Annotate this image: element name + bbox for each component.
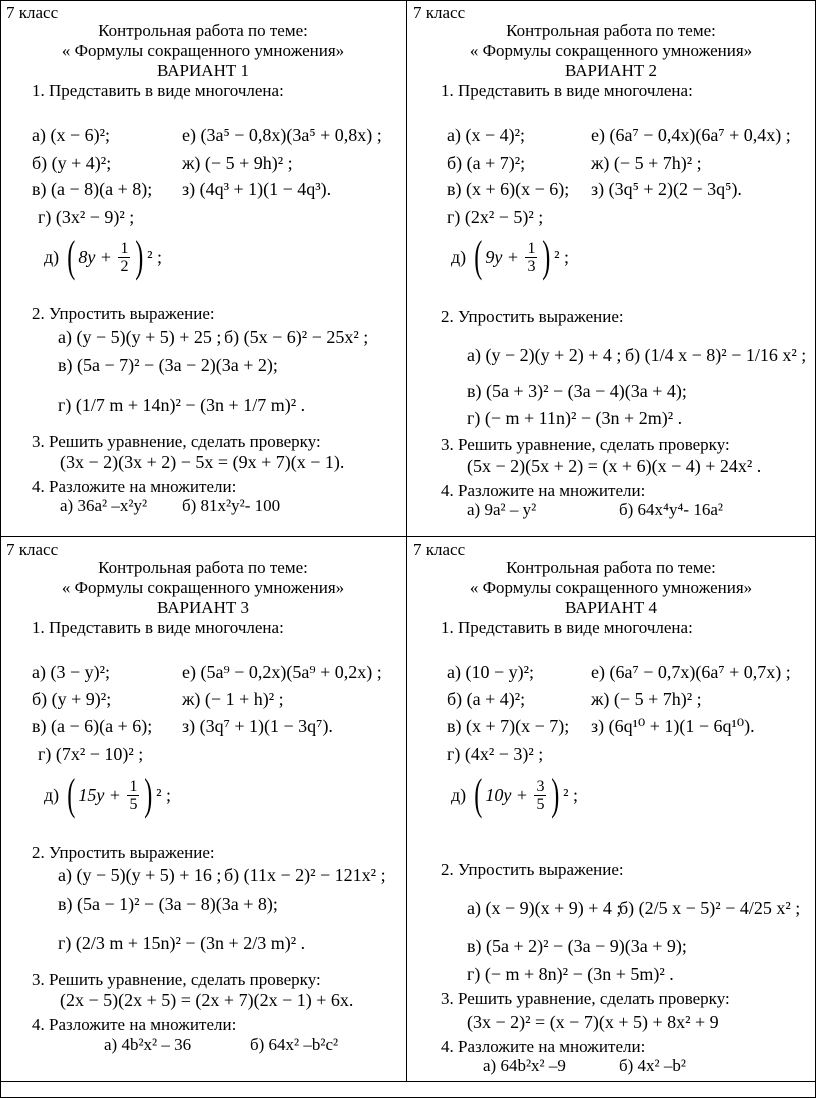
task-3-equation: (3x − 2)² = (x − 7)(x + 5) + 8x² + 9	[467, 1012, 719, 1032]
task-3-equation: (5x − 2)(5x + 2) = (x + 6)(x − 4) + 24x² .	[467, 456, 762, 476]
task-4-item-a: а) 9a² – y²	[467, 500, 537, 519]
task-1-item-e: е) (3a⁵ − 0,8x)(3a⁵ + 0,8x) ;	[182, 125, 382, 145]
task-2-item-v: в) (5a + 3)² − (3a − 4)(3a + 4);	[467, 381, 687, 401]
task-3-equation: (2x − 5)(2x + 5) = (2x + 7)(2x − 1) + 6x.	[60, 990, 354, 1010]
task-4-heading: 4. Разложите на множители:	[32, 477, 237, 496]
task-1-heading: 1. Представить в виде многочлена:	[32, 81, 284, 100]
task-1-item-b: б) (a + 7)²;	[447, 153, 526, 173]
task-2-item-g: г) (1/7 m + 14n)² − (3n + 1/7 m)² .	[58, 395, 306, 415]
test-title: Контрольная работа по теме:	[506, 21, 716, 40]
task-1-item-g: г) (3x² − 9)² ;	[38, 207, 135, 227]
grade-label: 7 класс	[6, 540, 59, 559]
task-1-item-a: а) (3 − y)²;	[32, 662, 111, 682]
variant-label: ВАРИАНТ 4	[565, 598, 657, 617]
task-1-item-e: е) (6a⁷ − 0,7x)(6a⁷ + 0,7x) ;	[591, 662, 791, 682]
task-1-item-zh: ж) (− 5 + 7h)² ;	[591, 689, 702, 709]
task-1-item-a: а) (10 − y)²;	[447, 662, 535, 682]
task-4-item-a: а) 36a² –x²y²	[60, 496, 148, 515]
variant-card-4	[407, 537, 813, 1073]
task-2-item-b: б) (2/5 x − 5)² − 4/25 x² ;	[619, 898, 801, 918]
test-topic: « Формулы сокращенного умножения»	[61, 578, 345, 597]
task-2-item-g: г) (− m + 8n)² − (3n + 5m)² .	[467, 964, 674, 984]
task-2-item-g: г) (2/3 m + 15n)² − (3n + 2/3 m)² .	[58, 933, 306, 953]
task-2-item-a: а) (x − 9)(x + 9) + 4 ;	[467, 898, 622, 918]
task-1-item-a: а) (x − 6)²;	[32, 125, 111, 145]
task-2-item-v: в) (5a − 1)² − (3a − 8)(3a + 8);	[58, 894, 278, 914]
task-4-item-b: б) 81x²y²- 100	[182, 496, 281, 515]
task-1-item-z: з) (3q⁵ + 2)(2 − 3q⁵).	[591, 179, 742, 199]
task-1-item-b: б) (y + 4)²;	[32, 153, 112, 173]
task-1-item-zh: ж) (− 5 + 7h)² ;	[591, 153, 702, 173]
test-topic: « Формулы сокращенного умножения»	[469, 41, 753, 60]
test-topic: « Формулы сокращенного умножения»	[469, 578, 753, 597]
task-3-heading: 3. Решить уравнение, сделать проверку:	[441, 989, 730, 1008]
task-1-item-a: а) (x − 4)²;	[447, 125, 526, 145]
task-1-item-v: в) (x + 7)(x − 7);	[447, 716, 570, 736]
task-2-item-v: в) (5a + 2)² − (3a − 9)(3a + 9);	[467, 936, 687, 956]
task-1-item-d: д) ( 15y + $\frac{1}{5}$ ) ² ;	[44, 770, 172, 819]
task-2-item-a: а) (y − 5)(y + 5) + 25 ;	[58, 327, 222, 347]
task-3-equation: (3x − 2)(3x + 2) − 5x = (9x + 7)(x − 1).	[60, 452, 345, 472]
task-4-item-b: б) 64x⁴y⁴- 16a²	[619, 500, 723, 519]
task-2-heading: 2. Упростить выражение:	[32, 843, 215, 862]
task-2-item-a: а) (y − 5)(y + 5) + 16 ;	[58, 865, 222, 885]
task-4-item-b: б) 64x² –b²c²	[250, 1035, 339, 1054]
task-1-item-b: б) (y + 9)²;	[32, 689, 112, 709]
task-1-item-z: з) (6q¹⁰ + 1)(1 − 6q¹⁰).	[591, 716, 755, 736]
test-title: Контрольная работа по теме:	[506, 558, 716, 577]
task-1-item-g: г) (2x² − 5)² ;	[447, 207, 544, 227]
task-2-heading: 2. Упростить выражение:	[441, 307, 624, 326]
variant-label: ВАРИАНТ 2	[565, 61, 657, 80]
task-4-item-a: а) 64b²x² –9	[483, 1056, 566, 1075]
grade-label: 7 класс	[6, 3, 59, 22]
task-1-item-e: е) (6a⁷ − 0,4x)(6a⁷ + 0,4x) ;	[591, 125, 791, 145]
task-1-item-g: г) (4x² − 3)² ;	[447, 744, 544, 764]
task-2-heading: 2. Упростить выражение:	[441, 860, 624, 879]
task-2-item-b: б) (11x − 2)² − 121x² ;	[224, 865, 386, 885]
test-topic: « Формулы сокращенного умножения»	[61, 41, 345, 60]
variant-label: ВАРИАНТ 1	[157, 61, 249, 80]
task-3-heading: 3. Решить уравнение, сделать проверку:	[32, 432, 321, 451]
task-1-item-z: з) (4q³ + 1)(1 − 4q³).	[182, 179, 332, 199]
task-2-item-g: г) (− m + 11n)² − (3n + 2m)² .	[467, 408, 683, 428]
task-1-item-v: в) (a − 8)(a + 8);	[32, 179, 153, 199]
task-1-heading: 1. Представить в виде многочлена:	[32, 618, 284, 637]
test-title: Контрольная работа по теме:	[98, 558, 308, 577]
task-1-item-zh: ж) (− 5 + 9h)² ;	[182, 153, 293, 173]
task-1-item-e: е) (5a⁹ − 0,2x)(5a⁹ + 0,2x) ;	[182, 662, 382, 682]
task-1-item-v: в) (a − 6)(a + 6);	[32, 716, 153, 736]
variant-card-1	[0, 0, 406, 536]
task-1-item-d: д) ( 9y + $\frac{1}{3}$ ) ² ;	[451, 232, 570, 281]
task-2-heading: 2. Упростить выражение:	[32, 304, 215, 323]
task-1-item-z: з) (3q⁷ + 1)(1 − 3q⁷).	[182, 716, 333, 736]
task-2-item-b: б) (1/4 x − 8)² − 1/16 x² ;	[625, 345, 807, 365]
task-4-heading: 4. Разложите на множители:	[441, 481, 646, 500]
variant-card-2	[407, 0, 813, 536]
task-4-item-b: б) 4x² –b²	[619, 1056, 687, 1075]
variant-card-3	[0, 537, 406, 1073]
task-3-heading: 3. Решить уравнение, сделать проверку:	[32, 970, 321, 989]
task-1-item-zh: ж) (− 1 + h)² ;	[182, 689, 284, 709]
task-1-item-g: г) (7x² − 10)² ;	[38, 744, 144, 764]
task-1-heading: 1. Представить в виде многочлена:	[441, 618, 693, 637]
task-2-item-b: б) (5x − 6)² − 25x² ;	[224, 327, 369, 347]
grade-label: 7 класс	[413, 3, 466, 22]
task-1-item-b: б) (a + 4)²;	[447, 689, 526, 709]
task-3-heading: 3. Решить уравнение, сделать проверку:	[441, 435, 730, 454]
task-4-heading: 4. Разложите на множители:	[441, 1037, 646, 1056]
task-2-item-a: а) (y − 2)(y + 2) + 4 ;	[467, 345, 622, 365]
test-title: Контрольная работа по теме:	[98, 21, 308, 40]
task-2-item-v: в) (5a − 7)² − (3a − 2)(3a + 2);	[58, 355, 278, 375]
bottom-divider	[0, 1081, 816, 1082]
task-1-item-d: д) ( 10y + $\frac{3}{5}$ ) ² ;	[451, 770, 579, 819]
task-4-item-a: а) 4b²x² – 36	[104, 1035, 192, 1054]
grade-label: 7 класс	[413, 540, 466, 559]
task-4-heading: 4. Разложите на множители:	[32, 1015, 237, 1034]
task-1-heading: 1. Представить в виде многочлена:	[441, 81, 693, 100]
task-1-item-d: д) ( 8y + $\frac{1}{2}$ ) ² ;	[44, 232, 163, 281]
task-1-item-v: в) (x + 6)(x − 6);	[447, 179, 570, 199]
variant-label: ВАРИАНТ 3	[157, 598, 249, 617]
